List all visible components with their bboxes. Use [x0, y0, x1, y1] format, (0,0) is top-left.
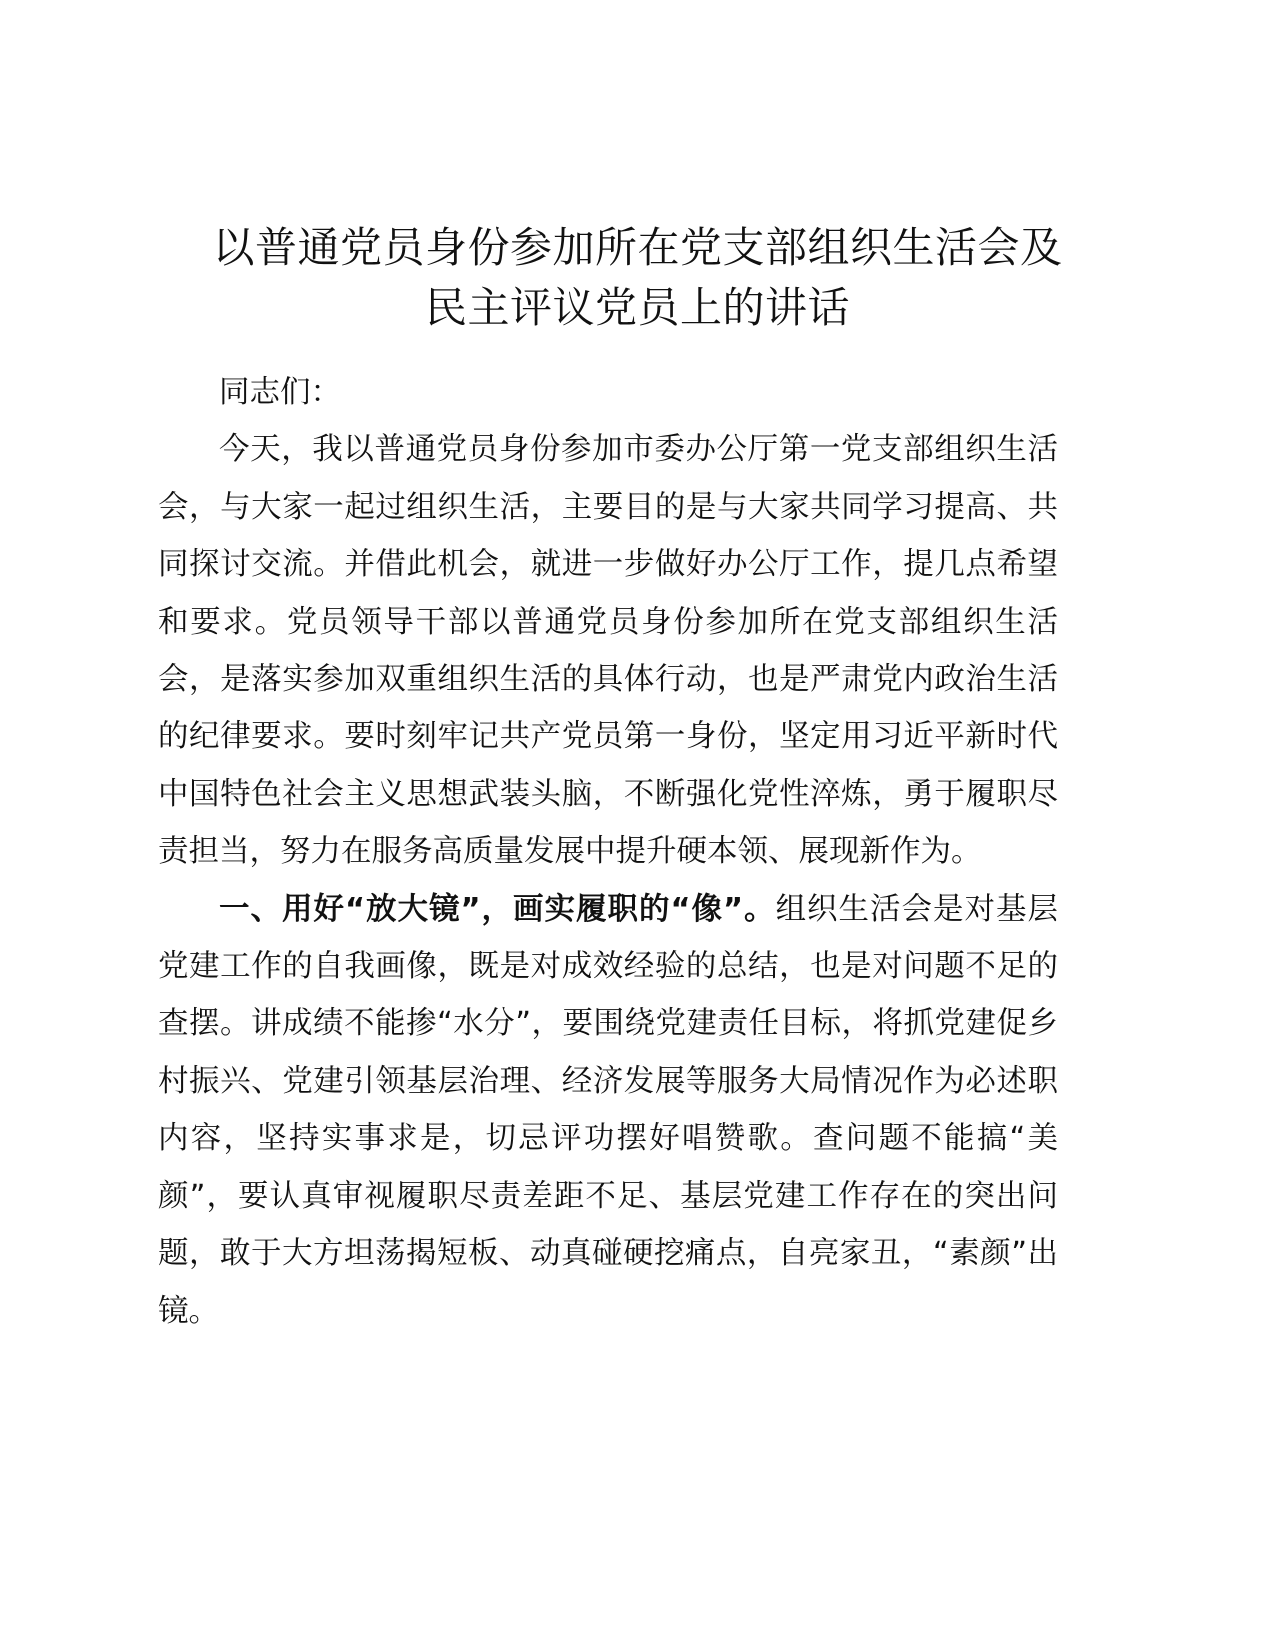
paragraph-section-1: [158, 881, 1058, 1340]
document-body: [158, 364, 1058, 1340]
greeting: 同志们：: [219, 375, 341, 410]
section-1-heading: 一、用好“放大镜”，画实履职的“像”。: [219, 891, 776, 927]
section-1-body: 组织生活会是对基层党建工作的自我画像，既是对成效经验的总结，也是对问题不足的查摆。讲成绩不能掺“水分”，要围绕党建责任目标，将抓党建促乡村振兴、党建引领基层治理、经济发展等服务大局情况作为必述职内容，坚持实事求是，切忌评功摆好唱赞歌。查问题不能搞“美颜”，要认真审视履职尽责差距不足、基层党建工作存在的突出问题，敢于大方坦荡揭短板、动真碰硬挖痛点，自亮家丑，“素颜”出镜。: [158, 891, 1059, 1329]
title-line-1: 以普通党员身份参加所在党支部组织生活会及: [212, 223, 1063, 272]
title-line-2: 民主评议党员上的讲话: [424, 283, 850, 332]
paragraph-intro: 今天，我以普通党员身份参加市委办公厅第一党支部组织生活会，与大家一起过组织生活，主要目的是与大家共同学习提高、共同探讨交流。并借此机会，就进一步做好办公厅工作，提几点希望和要求。党员领导干部以普通党员身份参加所在党支部组织生活会，是落实参加双重组织生活的具体行动，也是严肃党内政治生活的纪律要求。要时刻牢记共产党员第一身份，坚定用习近平新时代中国特色社会主义思想武装头脑，不断强化党性淬炼，勇于履职尽责担当，努力在服务高质量发展中提升硬本领、展现新作为。: [158, 432, 1058, 870]
document-title: [150, 218, 1125, 338]
